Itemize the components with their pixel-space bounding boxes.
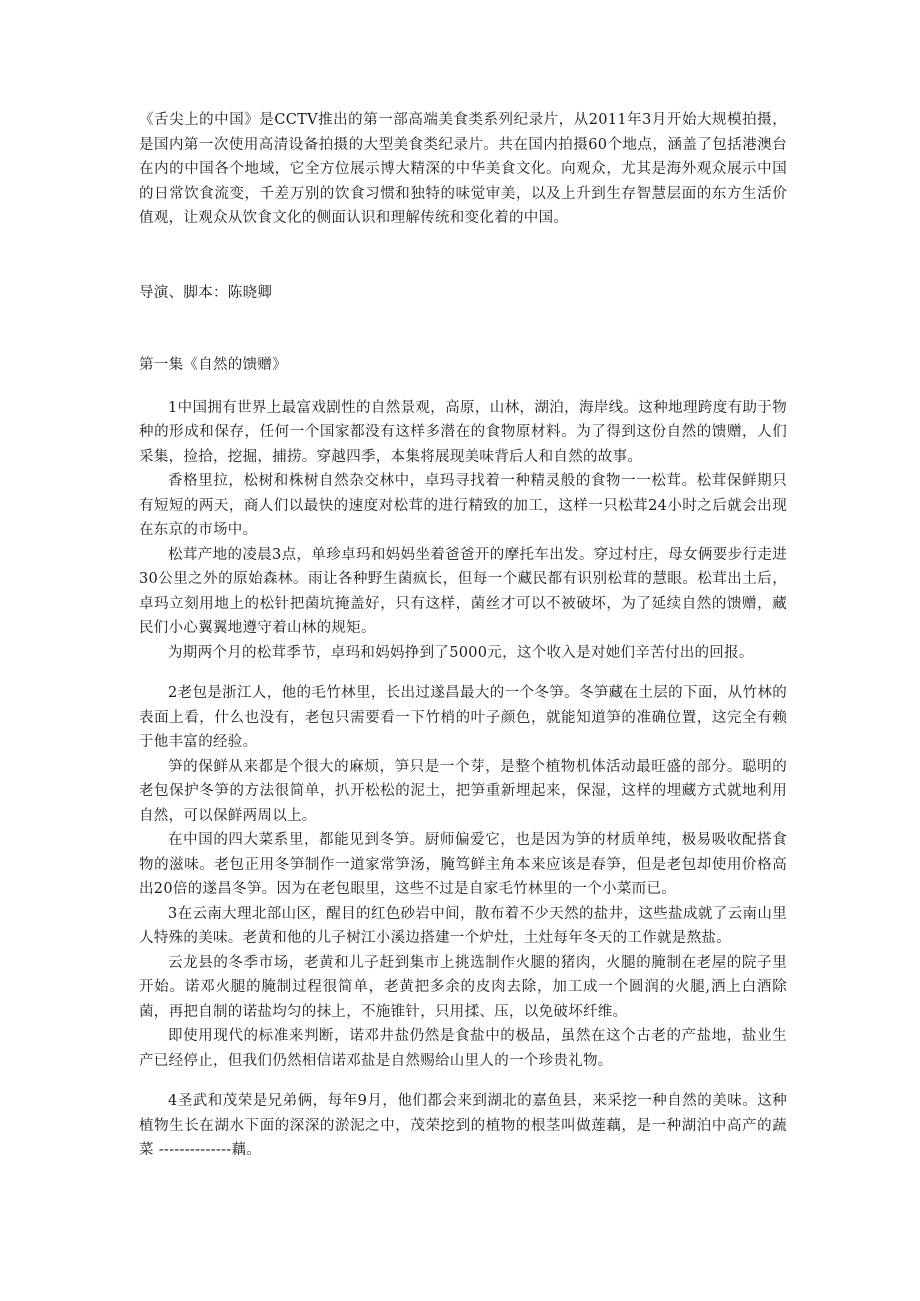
body-paragraph: 即使用现代的标准来判断，诺邓井盐仍然是食盐中的极品，虽然在这个古老的产盐地，盐业生产已经停止，但我们仍然相信诺邓盐是自然赐给山里人的一个珍贵礼物。 — [139, 1028, 787, 1069]
credit-line: 导演、脚本：陈晓卿 — [139, 284, 273, 301]
section-2 — [139, 681, 787, 1073]
body-paragraph: 为期两个月的松茸季节，卓玛和妈妈挣到了5000元，这个收入是对她们辛苦付出的回报。 — [168, 644, 754, 661]
body-paragraph: 笋的保鲜从来都是个很大的麻烦，笋只是一个芽，是整个植物机体活动最旺盛的部分。聪明的老包保护冬笋的方法很简单，扒开松松的泥土，把笋重新埋起来，保湿，这样的埋藏方式就地利用自然，可以保鲜两周以上。 — [139, 758, 787, 824]
episode-title: 第一集《自然的馈赠》 — [139, 357, 287, 373]
body-paragraph: 松茸产地的凌晨3点，单珍卓玛和妈妈坐着爸爸开的摩托车出发。穿过村庄，母女俩要步行走进30公里之外的原始森林。雨让各种野生菌疯长，但每一个藏民都有识别松茸的慧眼。松茸出土后，卓玛立刻用地上的松针把菌坑掩盖好，只有这样，菌丝才可以不被破坏，为了延续自然的馈赠，藏民们小心翼翼地遵守着山林的规矩。 — [139, 546, 787, 636]
section-3 — [139, 1089, 787, 1163]
body-paragraph: 云龙县的冬季市场，老黄和儿子赶到集市上挑选制作火腿的猪肉，火腿的腌制在老屋的院子里开始。诺邓火腿的腌制过程很简单，老黄把多余的皮肉去除，加工成一个圆润的火腿,洒上白酒除菌，再把自制的诺盐均匀的抹上，不施锥针，只用揉、压，以免破坏纤维。 — [139, 954, 787, 1020]
body-paragraph: 4圣武和茂荣是兄弟俩，每年9月，他们都会来到湖北的嘉鱼县，来采挖一种自然的美味。这种植物生长在湖水下面的深深的淤泥之中，茂荣挖到的植物的根茎叫做莲藕，是一种湖泊中高产的蔬菜 --------------藕。 — [139, 1093, 787, 1158]
intro-paragraph: 《舌尖上的中国》是CCTV推出的第一部高端美食类系列纪录片，从2011年3月开始大规模拍摄，是国内第一次使用高清设备拍摄的大型美食类纪录片。共在国内拍摄60个地点，涵盖了包括港澳台在内的中国各个地域，它全方位展示博大精深的中华美食文化。向观众，尤其是海外观众展示中国的日常饮食流变，千差万别的饮食习惯和独特的味觉审美，以及上升到生存智慧层面的东方生活价值观，让观众从饮食文化的侧面认识和理解传统和变化着的中国。 — [139, 112, 787, 226]
body-paragraph: 3在云南大理北部山区，醒目的红色砂岩中间，散布着不少天然的盐井，这些盐成就了云南山里人特殊的美味。老黄和他的儿子树江小溪边搭建一个炉灶，土灶每年冬天的工作就是熬盐。 — [139, 905, 787, 946]
document-page — [139, 108, 787, 1163]
body-paragraph: 在中国的四大菜系里，都能见到冬笋。厨师偏爱它，也是因为笋的材质单纯，极易吸收配搭食物的滋味。老包正用冬笋制作一道家常笋汤，腌笃鲜主角本来应该是春笋，但是老包却使用价格高出20倍的遂昌冬笋。因为在老包眼里，这些不过是自家毛竹林里的一个小菜而已。 — [139, 832, 787, 897]
body-paragraph: 1中国拥有世界上最富戏剧性的自然景观，高原，山林，湖泊，海岸线。这种地理跨度有助于物种的形成和保存，任何一个国家都没有这样多潜在的食物原材料。为了得到这份自然的馈赠，人们采集，捡拾，挖掘，捕捞。穿越四季，本集将展现美味背后人和自然的故事。 — [139, 399, 787, 465]
section-1 — [139, 396, 787, 666]
body-paragraph: 2老包是浙江人，他的毛竹林里，长出过遂昌最大的一个冬笋。冬笋藏在土层的下面，从竹林的表面上看，什么也没有，老包只需要看一下竹梢的叶子颜色，就能知道笋的准确位置，这完全有赖于他丰富的经验。 — [139, 685, 787, 750]
body-paragraph: 香格里拉，松树和株树自然杂交林中，卓玛寻找着一种精灵般的食物一一松茸。松茸保鲜期只有短短的两天，商人们以最快的速度对松茸的进行精致的加工，这样一只松茸24小时之后就会出现在东京的市场中。 — [139, 473, 787, 538]
